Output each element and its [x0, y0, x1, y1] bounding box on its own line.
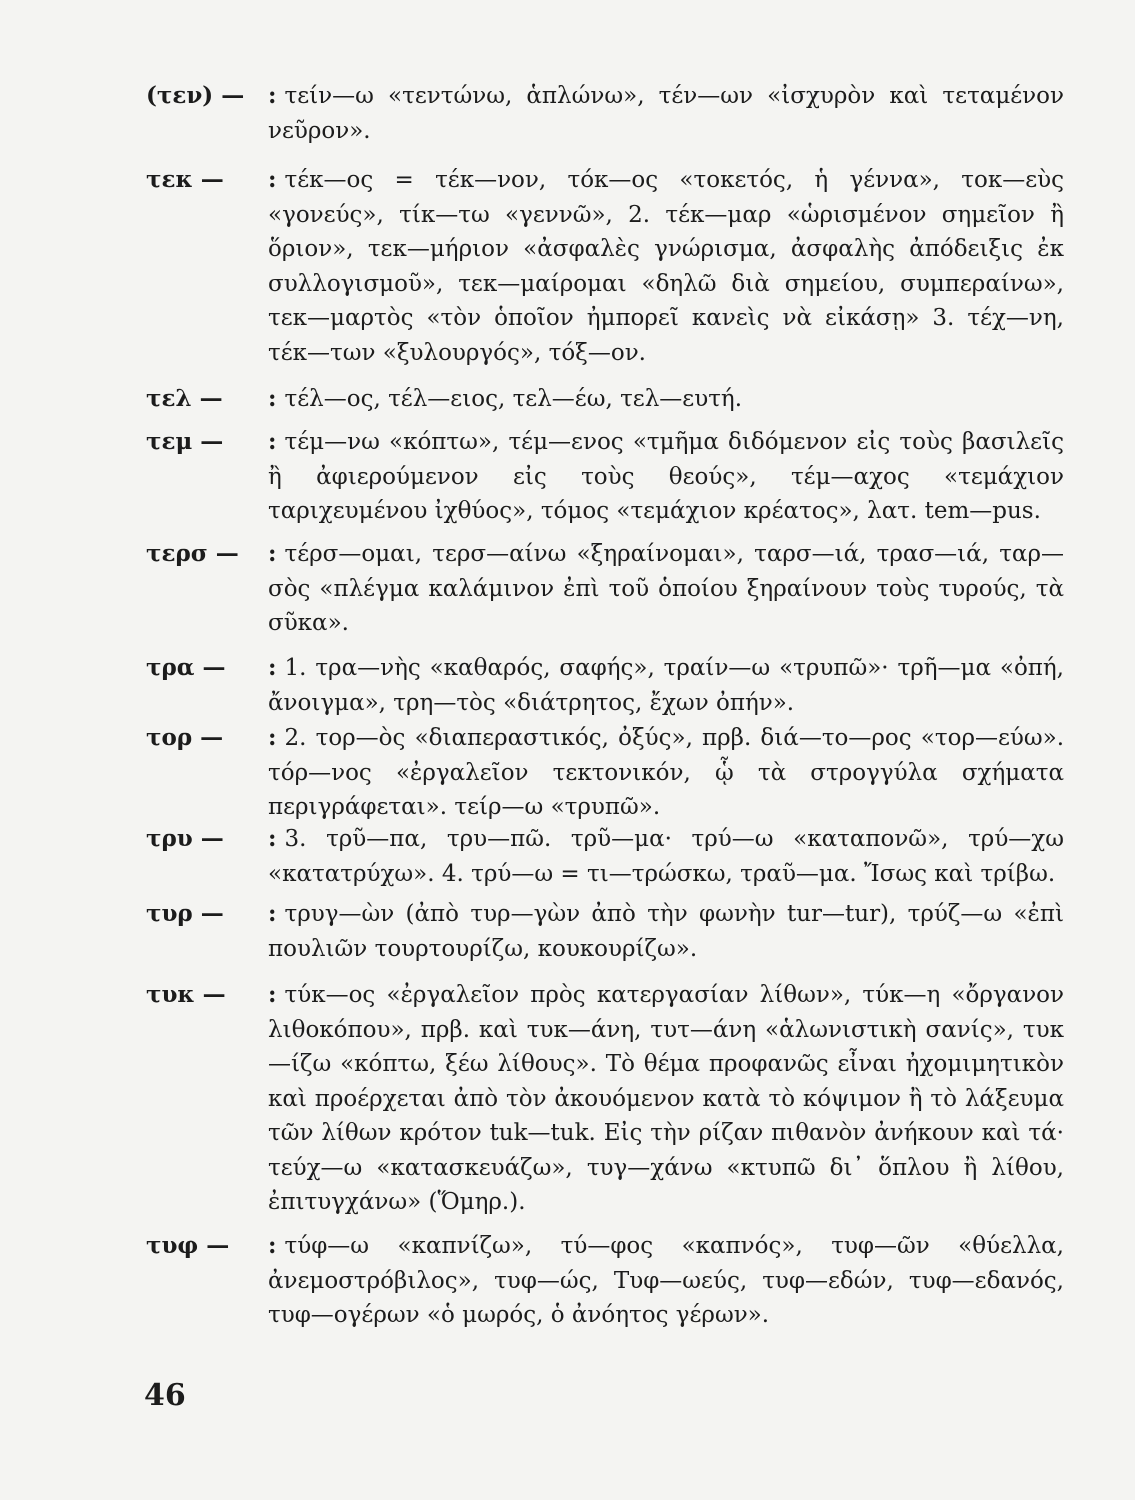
entry-text: 1. τρα—νὴς «καθαρός, σαφής», τραίν—ω «τρυπῶ»· τρῆ—μα «ὀπή, ἄνοιγμα», τρη—τὸς «διάτρητος, ἔχων ὀπήν».: [268, 655, 1064, 716]
entry-text: τύφ—ω «καπνίζω», τύ—φος «καπνός», τυφ—ῶν «θύελλα, ἀνεμοστρόβιλος», τυφ—ώς, Τυφ—ωεύς, τυφ—εδών, τυφ—εδανός, τυφ—ογέρων «ὁ μωρός, ὁ ἀνόητος γέρων».: [268, 1233, 1064, 1328]
entry-root: τελ —: [146, 385, 223, 412]
entry-root: (τεν) —: [146, 82, 245, 109]
page-number: 46: [144, 1378, 186, 1413]
entry-colon: :: [268, 724, 277, 751]
entry-colon: :: [268, 1232, 277, 1259]
entry-definition: [268, 382, 1064, 417]
entry-colon: :: [268, 654, 277, 681]
entry-colon: :: [268, 428, 277, 455]
entry-root: τυκ —: [146, 981, 226, 1008]
entry-definition: [268, 822, 1064, 891]
entry-definition: [268, 721, 1064, 825]
entry-colon: :: [268, 540, 277, 567]
entry-root: τερσ —: [146, 540, 239, 567]
entry-definition: [268, 1229, 1064, 1333]
entry-text: τέλ—ος, τέλ—ειος, τελ—έω, τελ—ευτή.: [284, 386, 743, 412]
entry-colon: :: [268, 385, 277, 412]
entry-text: 3. τρῦ—πα, τρυ—πῶ. τρῦ—μα· τρύ—ω «καταπονῶ», τρύ—χω «κατατρύχω». 4. τρύ—ω = τι—τρώσκω, τραῦ—μα. Ἴσως καὶ τρίβω.: [268, 826, 1064, 887]
entry-colon: :: [268, 82, 277, 109]
entry-text: 2. τορ—ὸς «διαπεραστικός, ὀξύς», πρβ. διά—το—ρος «τορ—εύω». τόρ—νος «ἐργαλεῖον τεκτονικόν, ᾧ τὰ στρογγύλα σχήματα περιγράφεται». τείρ—ω «τρυπῶ».: [268, 725, 1064, 820]
entry-definition: [268, 79, 1064, 148]
entry-colon: :: [268, 825, 277, 852]
entry-text: τρυγ—ὼν (ἀπὸ τυρ—γὼν ἀπὸ τὴν φωνὴν tur—tur), τρύζ—ω «ἐπὶ πουλιῶν τουρτουρίζω, κουκουρίζω».: [268, 901, 1064, 962]
entry-colon: :: [268, 900, 277, 927]
entry-root: τεμ —: [146, 428, 224, 455]
entry-root: τορ —: [146, 724, 224, 751]
entry-text: τέρσ—ομαι, τερσ—αίνω «ξηραίνομαι», ταρσ—ιά, τρασ—ιά, ταρ—σὸς «πλέγμα καλάμινον ἐπὶ τοῦ ὁποίου ξηραίνουν τοὺς τυρούς, τὰ σῦκα».: [268, 541, 1064, 636]
entry-root: τυφ —: [146, 1232, 230, 1259]
entry-definition: [268, 537, 1064, 641]
entry-root: τεκ —: [146, 166, 224, 193]
entry-definition: [268, 651, 1064, 720]
entry-definition: [268, 978, 1064, 1220]
entry-root: τρυ —: [146, 825, 224, 852]
entry-text: τείν—ω «τεντώνω, ἁπλώνω», τέν—ων «ἰσχυρὸν καὶ τεταμένον νεῦρον».: [268, 83, 1064, 144]
entry-text: τέμ—νω «κόπτω», τέμ—ενος «τμῆμα διδόμενον εἰς τοὺς βασιλεῖς ἢ ἀφιερούμενον εἰς τοὺς θεούς», τέμ—αχος «τεμάχιον ταριχευμένου ἰχθύος», τόμος «τεμάχιον κρέατος», λατ. tem—pus.: [268, 429, 1064, 524]
entry-definition: [268, 163, 1064, 370]
entry-text: τύκ—ος «ἐργαλεῖον πρὸς κατεργασίαν λίθων», τύκ—η «ὄργανον λιθοκόπου», πρβ. καὶ τυκ—άνη, τυτ—άνη «ἁλωνιστικὴ σανίς», τυκ—ίζω «κόπτω, ξέω λίθους». Τὸ θέμα προφανῶς εἶναι ἠχομιμητικὸν καὶ προέρχεται ἀπὸ τὸν ἀκουόμενον κατὰ τὸ κόψιμον ἢ τὸ λάξευμα τῶν λίθων κρότον tuk—tuk. Εἰς τὴν ρίζαν πιθανὸν ἀνήκουν καὶ τά· τεύχ—ω «κατασκευάζω», τυγ—χάνω «κτυπῶ δι᾽ ὅπλου ἢ λίθου, ἐπιτυγχάνω» (Ὅμηρ.).: [268, 982, 1064, 1215]
entry-root: τυρ —: [146, 900, 224, 927]
entry-colon: :: [268, 166, 277, 193]
entry-definition: [268, 897, 1064, 966]
entry-text: τέκ—ος = τέκ—νον, τόκ—ος «τοκετός, ἡ γέννα», τοκ—εὺς «γονεύς», τίκ—τω «γεννῶ», 2. τέκ—μαρ «ὡρισμένον σημεῖον ἢ ὅριον», τεκ—μήριον «ἀσφαλὲς γνώρισμα, ἀσφαλὴς ἀπόδειξις ἐκ συλλογισμοῦ», τεκ—μαίρομαι «δηλῶ διὰ σημείου, συμπεραίνω», τεκ—μαρτὸς «τὸν ὁποῖον ἠμπορεῖ κανεὶς νὰ εἰκάσῃ» 3. τέχ—νη, τέκ—των «ξυλουργός», τόξ—ον.: [268, 167, 1064, 366]
entry-definition: [268, 425, 1064, 529]
entry-colon: :: [268, 981, 277, 1008]
entry-root: τρα —: [146, 654, 226, 681]
